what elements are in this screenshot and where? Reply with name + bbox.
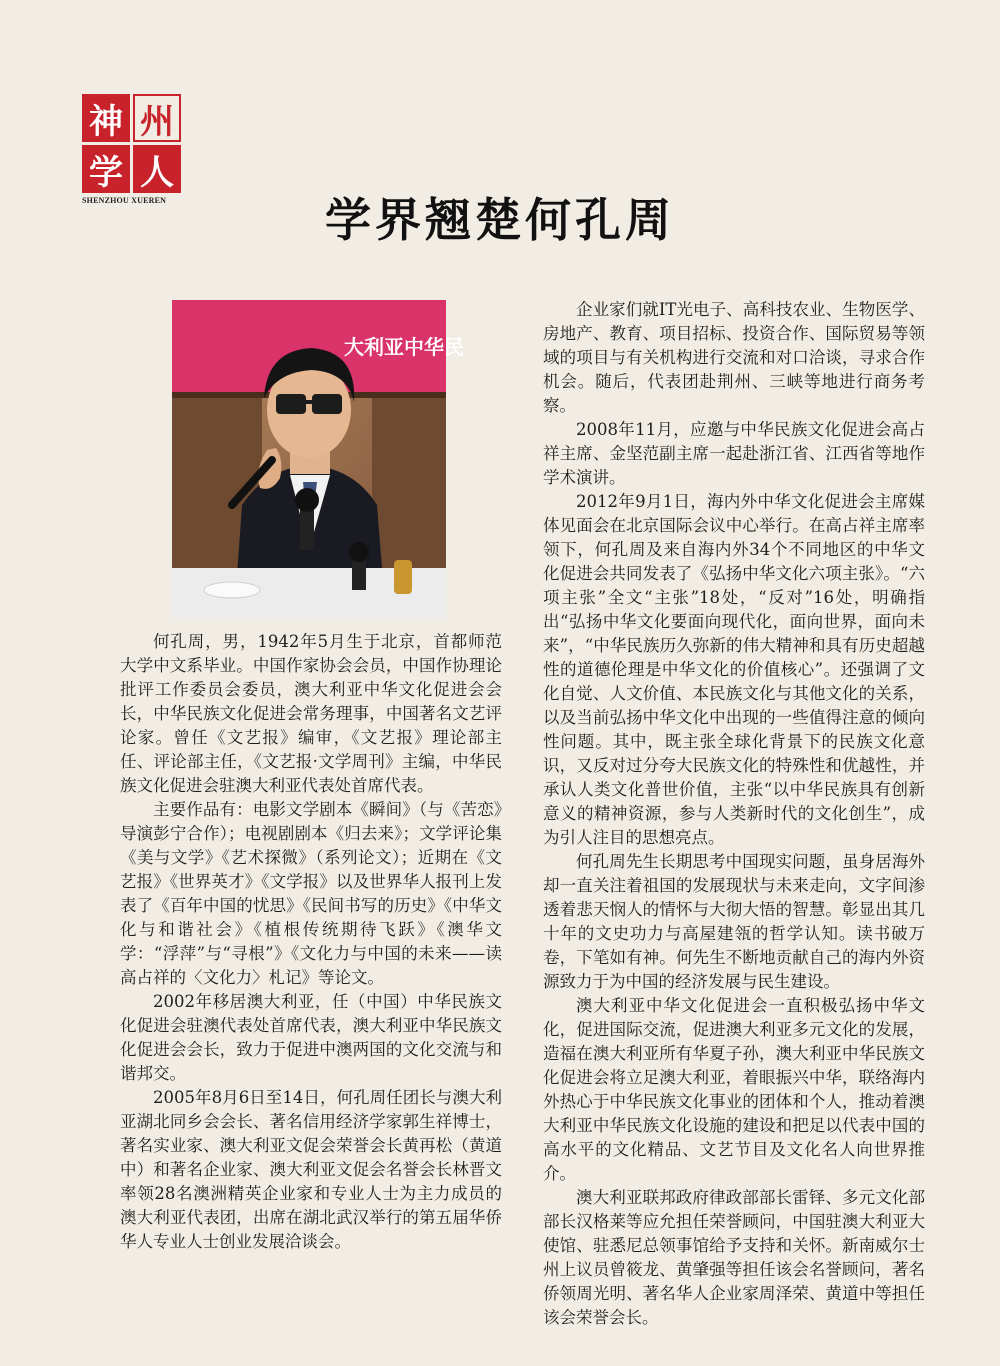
article-title: 学界翘楚何孔周 xyxy=(325,193,675,247)
logo-char-shen: 神 xyxy=(82,94,130,142)
banner-text: 大利亚中华民 xyxy=(344,335,464,359)
paragraph-2002: 2002年移居澳大利亚，任（中国）中华民族文化促进会驻澳代表处首席代表，澳大利亚中华民族文化促进会会长，致力于促进中澳两国的文化交流与和谐邦交。 xyxy=(120,992,502,1083)
paragraph-2008: 2008年11月，应邀与中华民族文化促进会高占祥主席、金坚范副主席一起赴浙江省、江西省等地作学术演讲。 xyxy=(543,420,925,487)
logo-char-zhou: 州 xyxy=(133,94,181,142)
logo-char-ren: 人 xyxy=(133,145,181,193)
paragraph-association: 澳大利亚中华文化促进会一直积极弘扬中华文化，促进国际交流，促进澳大利亚多元文化的发展，造福在澳大利亚所有华夏子孙，澳大利亚中华民族文化促进会将立足澳大利亚，着眼振兴中华，联络海内外热心于中华民族文化事业的团体和个人，推动着澳大利亚中华民族文化设施的建设和把足以代表中国的高水平的文化精品、文艺节目及文化名人向世界推介。 xyxy=(543,996,925,1183)
portrait-photo xyxy=(172,300,464,618)
paragraph-business: 企业家们就IT光电子、高科技农业、生物医学、房地产、教育、项目招标、投资合作、国际贸易等领域的项目与有关机构进行交流和对口洽谈，寻求合作机会。随后，代表团赴荆州、三峡等地进行商务考察。 xyxy=(543,300,925,415)
paragraph-biography: 何孔周，男，1942年5月生于北京，首都师范大学中文系毕业。中国作家协会会员，中国作协理论批评工作委员会委员，澳大利亚中华文化促进会会长，中华民族文化促进会常务理事，中国著名文艺评论家。曾任《文艺报》编审，《文艺报》理论部主任、评论部主任，《文艺报·文学周刊》主编，中华民族文化促进会驻澳大利亚代表处首席代表。 xyxy=(120,632,502,795)
right-column xyxy=(543,298,925,1330)
glass xyxy=(394,560,412,594)
paragraph-advisors: 澳大利亚联邦政府律政部部长雷铎、多元文化部部长汉格莱等应允担任荣誉顾问，中国驻澳大利亚大使馆、驻悉尼总领事馆给予支持和关怀。新南威尔士州上议员曾筱龙、黄肇强等担任该会名誉顾问，著名侨领周光明、著名华人企业家周泽荣、黄道中等担任该会荣誉会长。 xyxy=(543,1188,925,1327)
left-column xyxy=(120,630,502,1254)
paragraph-2012: 2012年9月1日，海内外中华文化促进会主席媒体见面会在北京国际会议中心举行。在高占祥主席率领下，何孔周及来自海内外34个不同地区的中华文化促进会共同发表了《弘扬中华文化六项主张》。“六项主张”全文“主张”18处，“反对”16处，明确指出“弘扬中华文化要面向现代化，面向世界，面向未来”，“中华民族历久弥新的伟大精神和具有历史超越性的道德伦理是中华文化的价值核心”。还强调了文化自觉、人文价值、本民族文化与其他文化的关系，以及当前弘扬中华文化中出现的一些值得注意的倾向性问题。其中，既主张全球化背景下的民族文化意识，又反对过分夸大民族文化的特殊性和优越性，并承认人类文化普世价值，主张“以中华民族具有创新意义的精神资源，参与人类新时代的文化创生”，成为引人注目的思想亮点。 xyxy=(543,492,925,847)
paragraph-reflection: 何孔周先生长期思考中国现实问题，虽身居海外却一直关注着祖国的发展现状与未来走向，文字间渗透着悲天悯人的情怀与大彻大悟的智慧。彰显出其几十年的文史功力与高屋建瓴的哲学认知。读书破万卷，下笔如有神。何先生不断地贡献自己的海内外资源致力于为中国的经济发展与民生建设。 xyxy=(543,852,925,991)
paragraph-works: 主要作品有：电影文学剧本《瞬间》（与《苦恋》导演彭宁合作）；电视剧剧本《归去来》；文学评论集《美与文学》《艺术探微》（系列论文）；近期在《文艺报》《世界英才》《文学报》以及世界华人报刊上发表了《百年中国的忧思》《民间书写的历史》《中华文化与和谐社会》《植根传统期待飞跃》《澳华文学：“浮萍”与“寻根”》《文化力与中国的未来——读高占祥的〈文化力〉札记》等论文。 xyxy=(120,800,502,987)
logo-english-text: SHENZHOU XUEREN xyxy=(82,196,167,205)
portrait-illustration xyxy=(172,300,464,618)
logo-char-xue: 学 xyxy=(82,145,130,193)
paragraph-2005: 2005年8月6日至14日，何孔周任团长与澳大利亚湖北同乡会会长、著名信用经济学家郭生祥博士，著名实业家、澳大利亚文促会荣誉会长黄再松（黄道中）和著名企业家、澳大利亚文促会名誉会长林晋文率领28名澳洲精英企业家和专业人士为主力成员的澳大利亚代表团，出席在湖北武汉举行的第五届华侨华人专业人士创业发展洽谈会。 xyxy=(120,1088,502,1251)
logo-grid xyxy=(82,94,181,193)
